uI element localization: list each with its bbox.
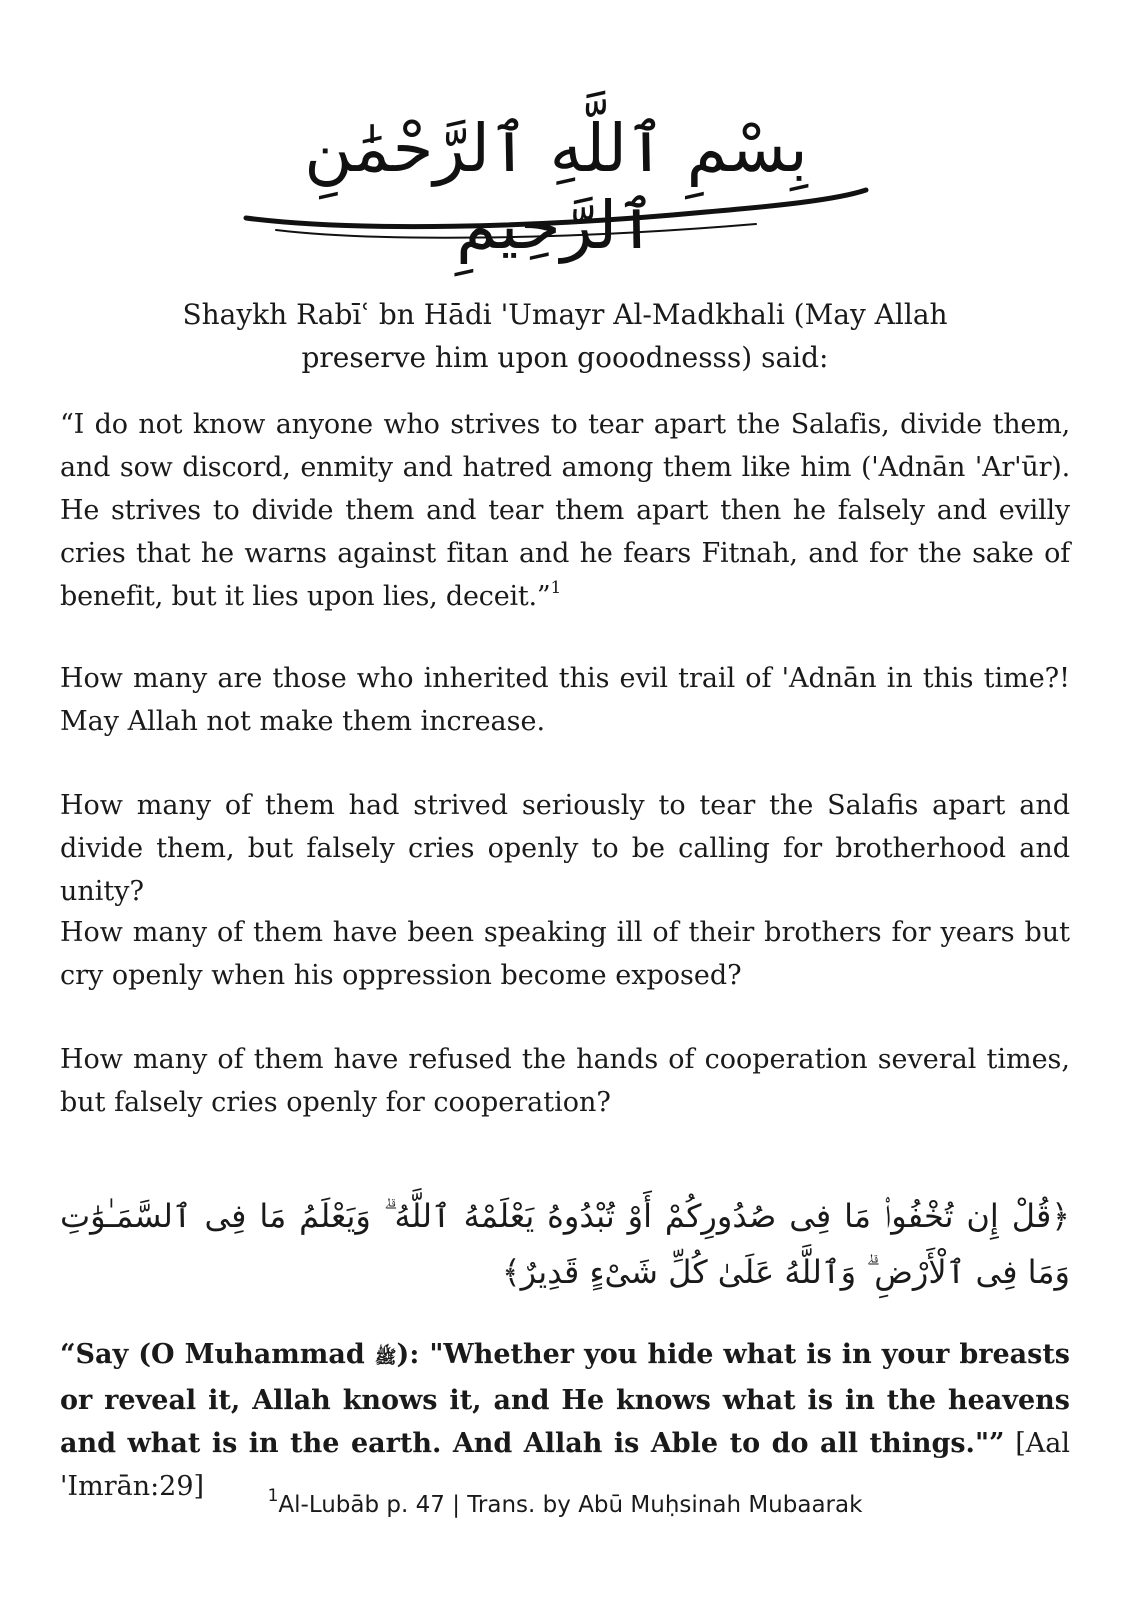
pbuh-glyph: ﷺ	[374, 1347, 397, 1368]
heading-line-2: preserve him upon gooodnesss) said:	[301, 341, 829, 374]
quote-paragraph	[60, 403, 1070, 618]
paragraph-4: How many of them have refused the hands of cooperation several times, but falsely cries openly for cooperation?	[60, 1044, 1070, 1118]
footnote-marker: 1	[550, 578, 562, 598]
quote-text: “I do not know anyone who strives to tear apart the Salafis, divide them, and sow discord, enmity and hatred among them like him ('Adnān 'Ar'ūr). He strives to divide them and tear them apart then he falsely and evilly cries that he warns against fitan and he fears Fitnah, and for the sake of benefit, but it lies upon lies, deceit.”	[60, 409, 1070, 612]
ayah-reference: [Aal 'Imrān:29]	[60, 1428, 1070, 1502]
basmala-text: بِسْمِ ٱللَّهِ ٱلرَّحْمَٰنِ ٱلرَّحِيمِ	[304, 110, 808, 264]
ayah-translation	[60, 1333, 1070, 1508]
paragraph-3: How many of them have been speaking ill of their brothers for years but cry openly when his oppression become exposed?	[60, 917, 1070, 991]
paragraph-2: How many of them had strived seriously to tear the Salafis apart and divide them, but falsely cries openly to be calling for brotherhood and unity?	[60, 790, 1070, 907]
quran-ayah-arabic: ﴿قُلْ إِن تُخْفُوا۟ مَا فِى صُدُورِكُمْ أَوْ تُبْدُوهُ يَعْلَمْهُ ٱللَّهُ ۗ وَيَعْلَمُ مَا فِى ٱلسَّمَـٰوَٰتِ وَمَا فِى ٱلْأَرْضِ ۗ وَٱللَّهُ عَلَىٰ كُلِّ شَىْءٍ قَدِيرٌ﴾	[60, 1197, 1070, 1291]
attribution-heading	[60, 293, 1070, 379]
translation-part-2: ): "Whether you hide what is in your breasts or reveal it, Allah knows it, and He knows what is in the heavens and what is in the earth. And Allah is Able to do all things."”	[60, 1339, 1070, 1459]
paragraph-1: How many are those who inherited this evil trail of 'Adnān in this time?! May Allah not make them increase.	[60, 663, 1070, 737]
heading-line-1: Shaykh Rabīʿ bn Hādi 'Umayr Al-Madkhali (May Allah	[182, 298, 948, 331]
basmala-calligraphy	[236, 100, 876, 264]
translation-part-1: “Say (O Muhammad	[60, 1339, 375, 1370]
footnote-text: Al-Lubāb p. 47 | Trans. by Abū Muḥsinah Mubaarak	[278, 1492, 863, 1518]
footnote-number: 1	[267, 1486, 279, 1507]
footnote	[60, 1486, 1070, 1520]
